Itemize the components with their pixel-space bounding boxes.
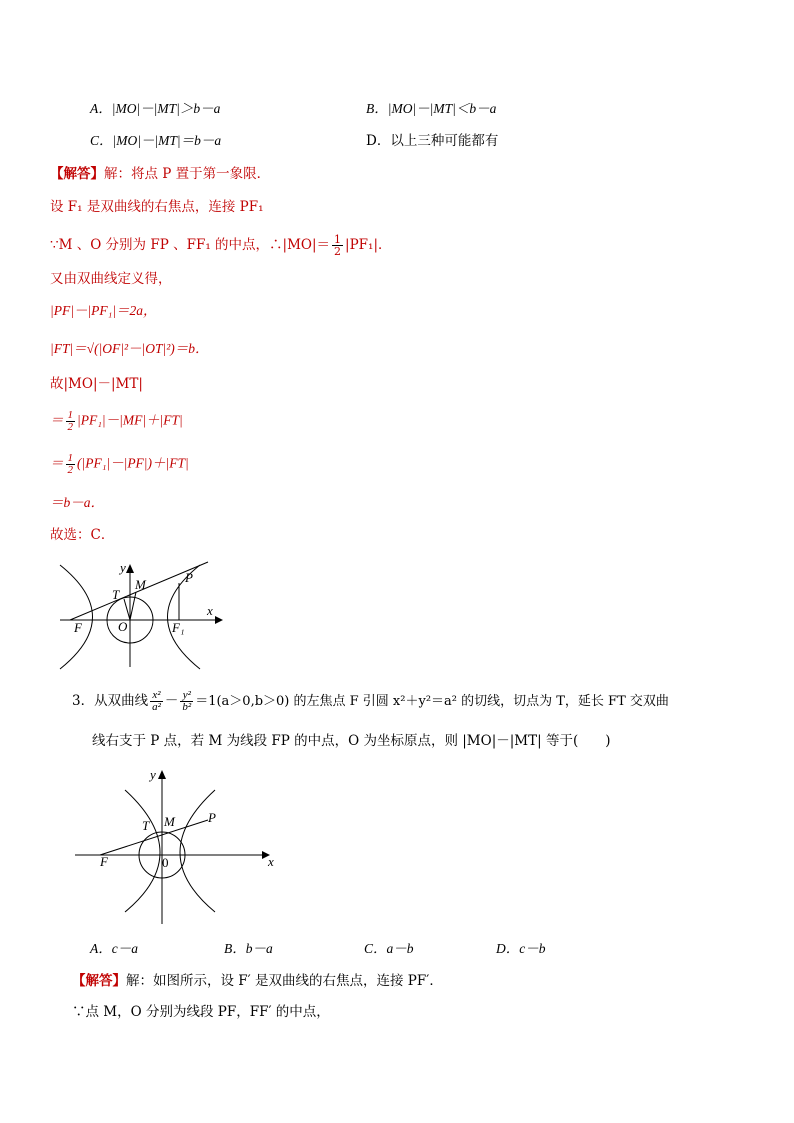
solution1-line9 [50, 453, 189, 476]
label-p: P [208, 810, 216, 825]
hyperbola-right-branch [168, 565, 201, 669]
label-m: M [164, 814, 175, 829]
solution1-line8-b: |PF₁|－|MF|＋|FT| [77, 412, 183, 428]
fraction-denominator: 2 [334, 245, 342, 258]
fraction-denominator: b² [182, 701, 192, 713]
label-f: F [100, 854, 108, 869]
fraction-y [180, 690, 193, 713]
solution1-line2: 设 F₁ 是双曲线的右焦点，连接 PF₁ [50, 199, 264, 215]
equals-sign: ＝ [50, 455, 64, 471]
option-a: A．c－a [90, 941, 138, 956]
label-t: T [142, 818, 150, 833]
solution1-line3-fraction [332, 234, 343, 257]
label-y: y [150, 767, 156, 782]
fraction-denominator: 2 [67, 421, 73, 433]
question3-text-b: ＝1(a＞0,b＞0) 的左焦点 F 引圆 x²＋y²＝a² 的切线，切点为 T，延长 FT 交双曲 [195, 694, 669, 709]
x-axis-arrow [215, 616, 223, 624]
fraction-numerator: x² [150, 690, 163, 702]
tangent-line-fp [100, 820, 208, 855]
solution1-line4: 又由双曲线定义得， [50, 271, 172, 287]
solution1-line9-b: (|PF₁|－|PF|)＋|FT| [77, 455, 189, 471]
option-c: C．a－b [364, 941, 414, 956]
label-f: F [74, 620, 82, 635]
label-o: O [118, 619, 128, 634]
y-axis-arrow [158, 770, 166, 779]
label-p: P [185, 570, 193, 585]
solution1-line3 [50, 234, 392, 257]
solution3-tag: 【解答】 [72, 973, 126, 989]
fraction-numerator: 1 [67, 409, 73, 421]
solution1-line8-fraction [66, 410, 76, 433]
question3-line2: 线右支于 P 点，若 M 为线段 FP 的中点，O 为坐标原点，则 |MO|－|MT| 等于( ) [92, 733, 611, 749]
fraction-numerator: y² [180, 690, 193, 702]
hyperbola-left-branch [125, 790, 160, 912]
question3-text-a: 从双曲线 [94, 693, 149, 709]
option-a-prev: A．|MO|－|MT|＞b－a [90, 101, 221, 116]
label-f1: F₁ [172, 620, 185, 635]
solution1-answer: 故选：C． [50, 527, 115, 543]
label-o: 0 [162, 855, 169, 870]
option-c-prev: C．|MO|－|MT|＝b－a [90, 133, 222, 148]
solution1-line1: 解：将点 P 置于第一象限． [104, 166, 271, 182]
solution3-line1: 解：如图所示，设 F′ 是双曲线的右焦点，连接 PF′． [126, 973, 443, 989]
equals-sign: ＝ [50, 412, 64, 428]
question-number: 3． [72, 693, 95, 709]
option-d-prev: D．以上三种可能都有 [366, 133, 499, 149]
fraction-denominator: 2 [67, 464, 73, 476]
label-m: M [135, 577, 146, 592]
option-b: B．b－a [224, 941, 273, 956]
solution1-line8 [50, 410, 183, 433]
label-t: T [112, 587, 120, 602]
hyperbola-right-branch [180, 790, 215, 912]
solution1-first-line [50, 165, 270, 183]
solution1-line9-fraction [66, 453, 76, 476]
solution1-tag: 【解答】 [50, 166, 104, 182]
y-axis-arrow [126, 564, 134, 573]
solution1-line7: 故|MO|－|MT| [50, 376, 143, 392]
fraction-x [150, 690, 163, 713]
label-x: x [268, 854, 274, 869]
fraction-numerator: 1 [334, 233, 342, 246]
solution1-line6: |FT|＝√(|OF|²－|OT|²)＝b． [50, 341, 209, 356]
solution3-first-line [72, 972, 443, 990]
ot-segment [124, 599, 130, 620]
solution1-line3-a: ∵M 、O 分别为 FP 、FF₁ 的中点，∴|MO|＝ [50, 237, 331, 253]
solution3-line2: ∵点 M，O 分别为线段 PF，FF′ 的中点， [72, 1004, 330, 1020]
om-segment [130, 592, 136, 620]
minus-sign: － [164, 693, 179, 709]
figure1-hyperbola-diagram [40, 555, 230, 673]
label-x: x [207, 603, 213, 618]
fraction-denominator: a² [152, 701, 161, 713]
question3-line1 [72, 690, 669, 713]
solution1-line3-b: |PF₁|． [345, 237, 392, 253]
option-d: D．c－b [496, 941, 546, 956]
solution1-line5: |PF|－|PF₁|＝2a， [50, 303, 157, 318]
label-y: y [120, 560, 126, 575]
figure2-hyperbola-diagram [70, 762, 285, 927]
solution1-line10: ＝b－a． [50, 495, 104, 510]
option-b-prev: B．|MO|－|MT|＜b－a [366, 101, 497, 116]
fraction-numerator: 1 [67, 452, 73, 464]
